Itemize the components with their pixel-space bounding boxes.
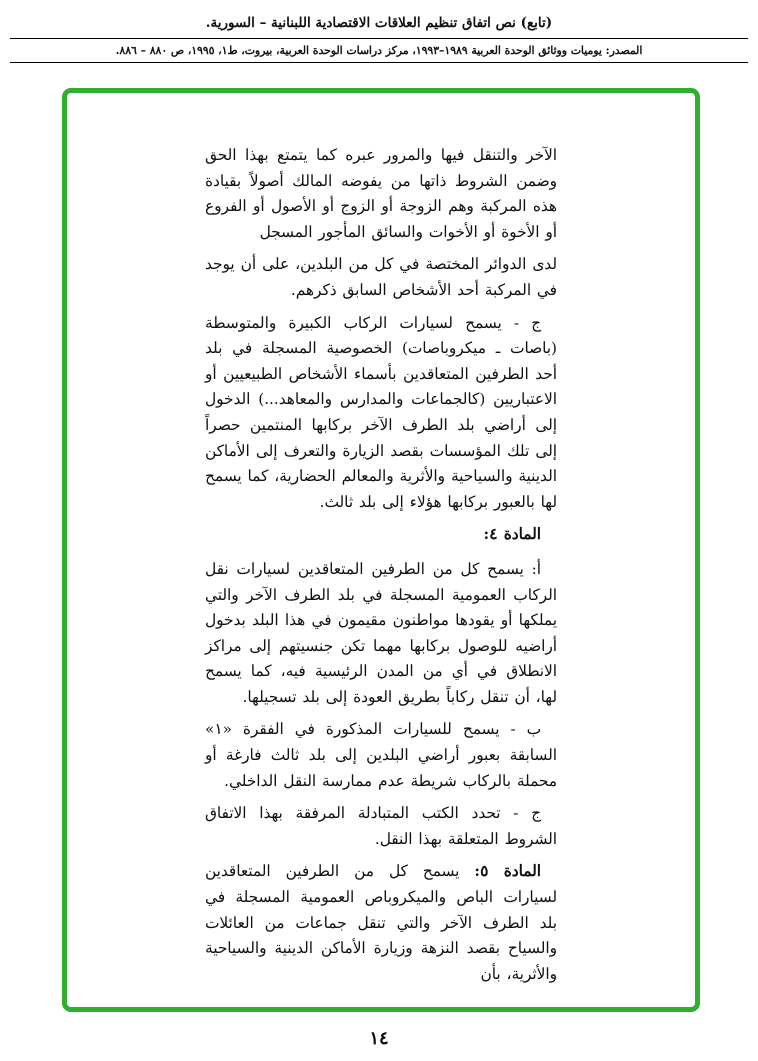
- paragraph-clause-b: ب - يسمح للسيارات المذكورة في الفقرة «١» السابقة بعبور أراضي البلدين إلى بلد ثالث فارغة أو محملة بالركاب شريطة عدم ممارسة النقل الداخلي.: [205, 720, 557, 790]
- divider-bottom: [10, 62, 748, 63]
- article-5-label: المادة ٥:: [474, 862, 541, 881]
- article-4-label: المادة ٤:: [483, 525, 541, 544]
- article-5-text: يسمح كل من الطرفين المتعاقدين لسيارات الباص والميكروباص العمومية المسجلة في بلد الطرف الآخر والتي تنقل جماعات من العائلات والسياح بقصد النزهة وزيارة الأماكن الدينية والسياحية والأثرية، بأن: [205, 862, 557, 983]
- paragraph-article-5: [205, 859, 557, 987]
- paragraph-clause-j2: ج - تحدد الكتب المتبادلة المرفقة بهذا الاتفاق الشروط المتعلقة بهذا النقل.: [205, 804, 557, 848]
- divider-top: [10, 38, 748, 39]
- paragraph-continuation: الآخر والتنقل فيها والمرور عبره كما يتمتع بهذا الحق وضمن الشروط ذاتها من يفوضه المالك أصولاً بقيادة هذه المركبة وهم الزوجة أو الزوج أو الأصول أو الفروع أو الأخوة أو الأخوات والسائق المأجور المسجل: [205, 146, 557, 241]
- document-title: (تابع) نص اتفاق تنظيم العلاقات الاقتصادية اللبنانية – السورية.: [205, 15, 553, 31]
- page-header: [0, 0, 758, 63]
- paragraph: لدى الدوائر المختصة في كل من البلدين، على أن يوجد في المركبة أحد الأشخاص السابق ذكرهم.: [205, 255, 557, 299]
- article-4-heading: [205, 522, 557, 548]
- paragraph-clause-a: أ: يسمح كل من الطرفين المتعاقدين لسيارات نقل الركاب العمومية المسجلة في بلد الطرف الآخر والتي يملكها أو يقودها مواطنون مقيمون في هذا البلد بدخول أراضيه للوصول بركابها مهما تكن جنسيتهم إلى مراكز الانطلاق في أي من المدن الرئيسية فيه، كما يسمح لها، أن تنقل ركاباً بطريق العودة إلى بلد تسجيلها.: [205, 559, 557, 706]
- green-content-frame: [62, 88, 700, 1012]
- source-citation: المصدر: يوميات ووثائق الوحدة العربية ١٩٨٩–١٩٩٣، مركز دراسات الوحدة العربية، بيروت، ط١، ١٩٩٥، ص ٨٨٠ – ٨٨٦.: [115, 44, 643, 57]
- paragraph-clause-j: ج - يسمح لسيارات الركاب الكبيرة والمتوسطة (باصات ـ ميكروباصات) الخصوصية المسجلة في بلد أحد الطرفين المتعاقدين بأسماء الأشخاص الطبيعيين أو الاعتباريين (كالجماعات والمدارس والمعاهد...) الدخول إلى أراضي بلد الطرف الآخر بركابها المنتمين حصراً إلى تلك المؤسسات بقصد الزيارة والتعرف إلى الأماكن الدينية والسياحية والأثرية والمعالم الحضارية، كما يسمح لها بالعبور بركابها هؤلاء إلى بلد ثالث.: [205, 313, 557, 511]
- page-number: ١٤: [369, 1028, 389, 1049]
- body-text-column: [205, 143, 557, 994]
